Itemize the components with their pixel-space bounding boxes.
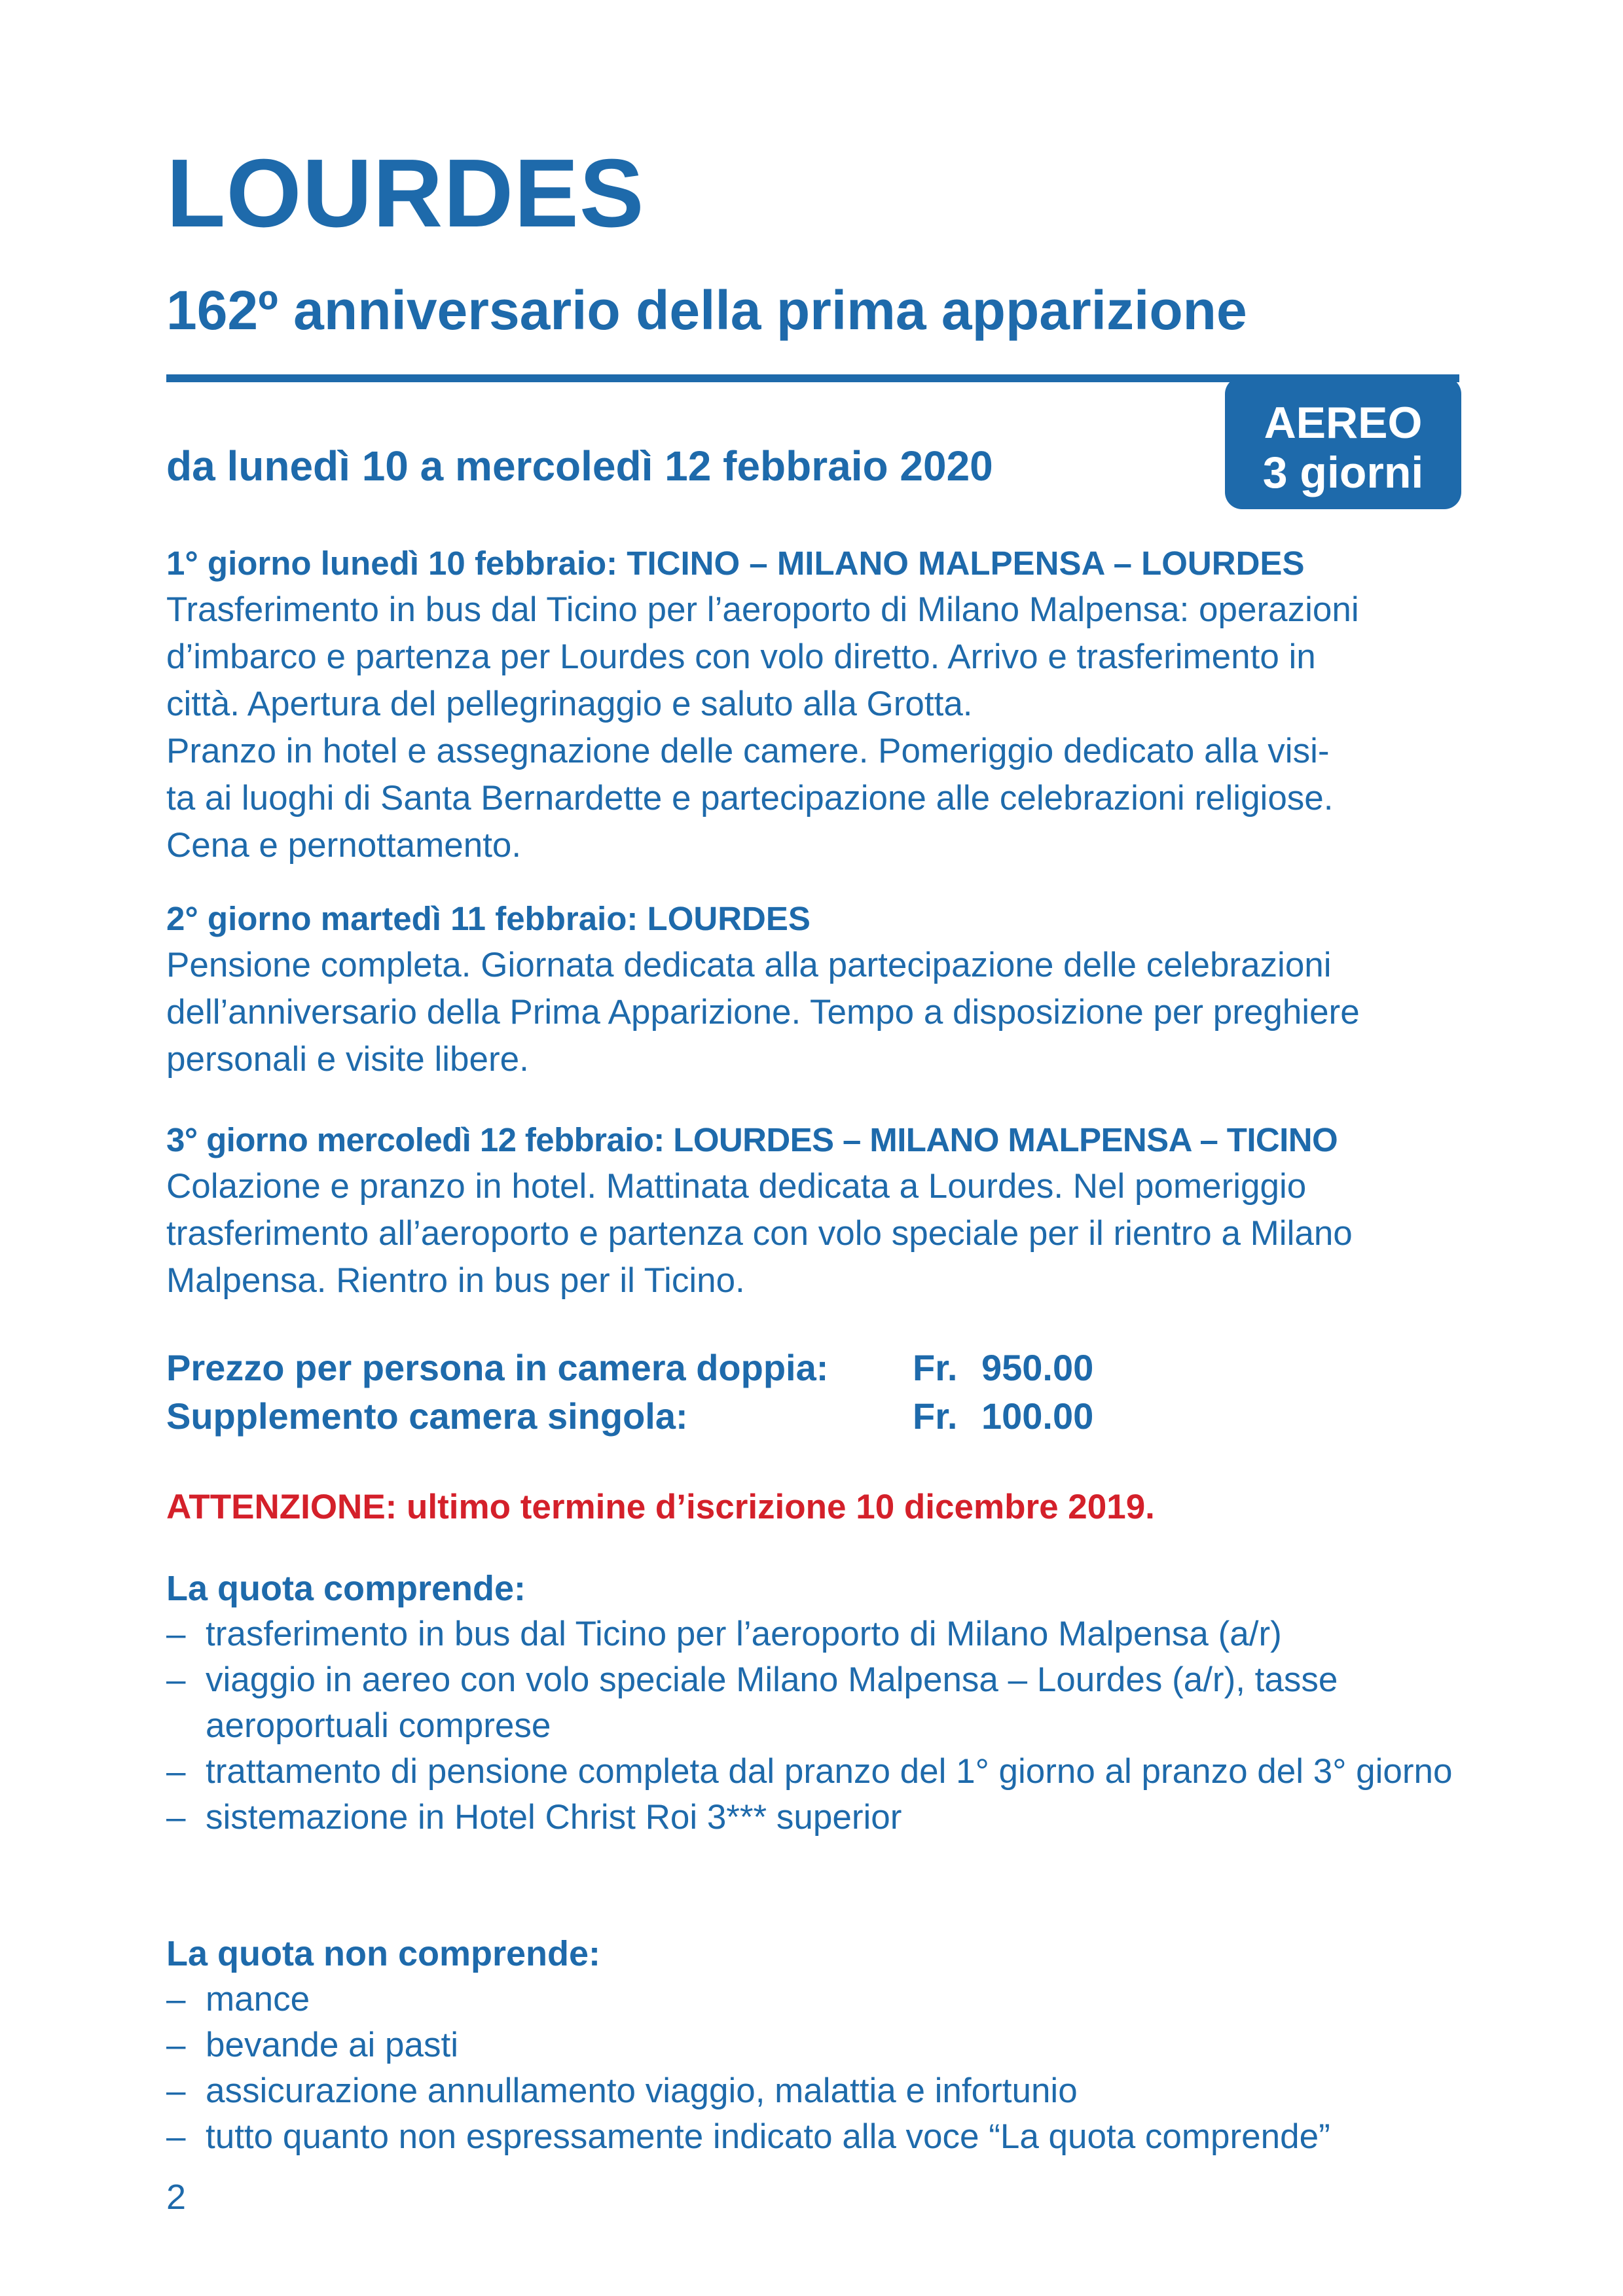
price-row-double (166, 1344, 1463, 1392)
price-amount: 100.00 (981, 1395, 1094, 1437)
trip-dates: da lunedì 10 a mercoledì 12 febbraio 2020 (166, 442, 993, 490)
day-1-line: Pranzo in hotel e assegnazione delle camere. Pomeriggio dedicato alla visi- (166, 732, 1330, 770)
day-2-section (166, 896, 1463, 1083)
day-3-line: Colazione e pranzo in hotel. Mattinata dedicata a Lourdes. Nel pomeriggio (166, 1167, 1307, 1206)
price-label: Supplemento camera singola: (166, 1395, 688, 1437)
page-title: LOURDES (166, 139, 645, 247)
list-item: – trattamento di pensione completa dal pranzo del 1° giorno al pranzo del 3° giorno (166, 1749, 1463, 1795)
included-list (166, 1611, 1463, 1840)
price-amount: 950.00 (981, 1347, 1094, 1388)
list-item: – tutto quanto non espressamente indicato alla voce “La quota comprende” (166, 2114, 1463, 2160)
day-1-description (166, 586, 1463, 869)
day-3-section (166, 1117, 1463, 1304)
badge-duration-label: 3 giorni (1262, 448, 1424, 497)
day-3-description (166, 1163, 1463, 1304)
day-2-heading: 2° giorno martedì 11 febbraio: LOURDES (166, 900, 811, 937)
price-currency: Fr. (913, 1395, 958, 1437)
day-1-line: d’imbarco e partenza per Lourdes con volo diretto. Arrivo e trasferimento in (166, 637, 1316, 676)
day-2-description (166, 942, 1463, 1083)
day-3-line: trasferimento all’aeroporto e partenza con volo speciale per il rientro a Milano (166, 1214, 1353, 1253)
day-1-line: ta ai luoghi di Santa Bernardette e partecipazione alle celebrazioni religiose. (166, 779, 1334, 817)
price-table (166, 1344, 1463, 1441)
list-item: – viaggio in aereo con volo speciale Milano Malpensa – Lourdes (a/r), tasse aeroportuali comprese (166, 1657, 1463, 1749)
list-item: – trasferimento in bus dal Ticino per l’aeroporto di Milano Malpensa (a/r) (166, 1611, 1463, 1657)
excluded-heading: La quota non comprende: (166, 1934, 601, 1973)
included-heading: La quota comprende: (166, 1569, 526, 1608)
price-row-single (166, 1392, 1463, 1441)
badge-transport-label: AEREO (1264, 398, 1423, 448)
registration-deadline-notice: ATTENZIONE: ultimo termine d’iscrizione 10 dicembre 2019. (166, 1488, 1155, 1526)
list-item: – mance (166, 1977, 1463, 2022)
day-3-heading: 3° giorno mercoledì 12 febbraio: LOURDES – MILANO MALPENSA – TICINO (166, 1121, 1338, 1158)
list-item: – bevande ai pasti (166, 2022, 1463, 2068)
page-subtitle: 162º anniversario della prima apparizione (166, 279, 1247, 341)
excluded-section (166, 1931, 1463, 2160)
day-1-line: Cena e pernottamento. (166, 826, 522, 865)
day-3-line: Malpensa. Rientro in bus per il Ticino. (166, 1261, 745, 1300)
list-item: – assicurazione annullamento viaggio, malattia e infortunio (166, 2068, 1463, 2114)
day-1-line: Trasferimento in bus dal Ticino per l’aeroporto di Milano Malpensa: operazioni (166, 590, 1359, 629)
list-item: – sistemazione in Hotel Christ Roi 3*** superior (166, 1795, 1463, 1840)
page-number: 2 (166, 2178, 187, 2217)
included-section (166, 1566, 1463, 1840)
day-2-line: dell’anniversario della Prima Apparizione. Tempo a disposizione per preghiere (166, 993, 1360, 1031)
price-label: Prezzo per persona in camera doppia: (166, 1347, 829, 1388)
day-1-heading: 1° giorno lunedì 10 febbraio: TICINO – MILANO MALPENSA – LOURDES (166, 545, 1305, 582)
day-2-line: Pensione completa. Giornata dedicata alla partecipazione delle celebrazioni (166, 946, 1332, 984)
price-currency: Fr. (913, 1347, 958, 1388)
transport-badge (1225, 377, 1461, 509)
day-1-section (166, 541, 1463, 869)
day-2-line: personali e visite libere. (166, 1040, 529, 1079)
day-1-line: città. Apertura del pellegrinaggio e saluto alla Grotta. (166, 685, 973, 723)
excluded-list (166, 1977, 1463, 2160)
